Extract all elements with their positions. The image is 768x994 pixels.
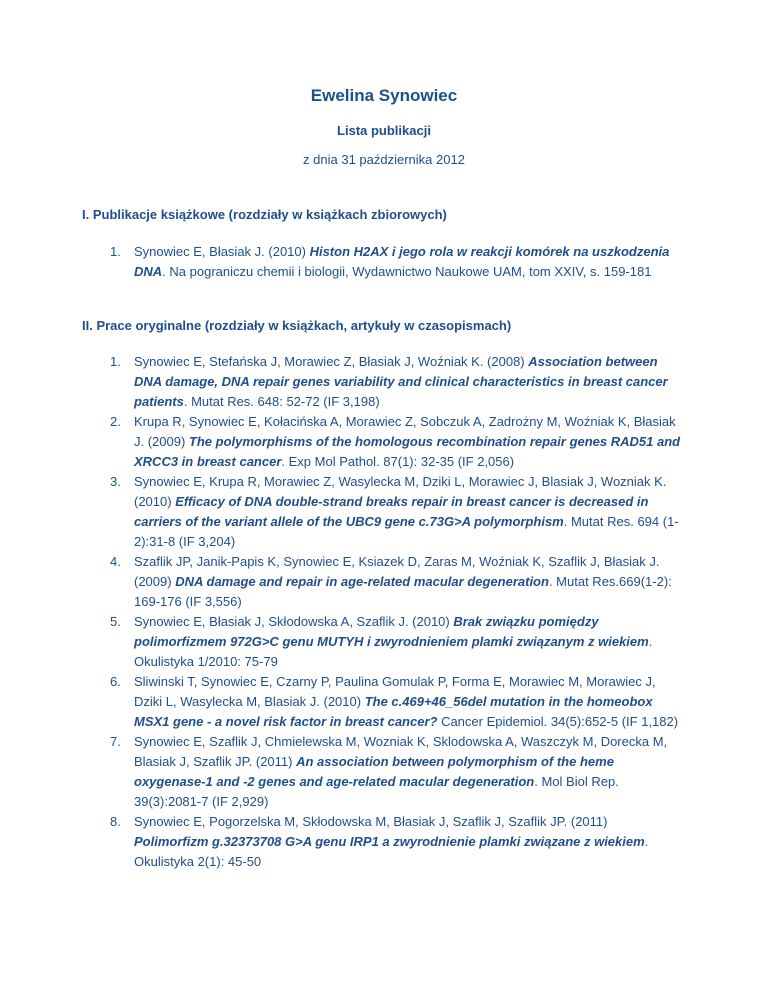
item-authors: Synowiec E, Pogorzelska M, Skłodowska M, Błasiak J, Szaflik J, Szaflik JP. (2011) <box>134 814 608 829</box>
publication-item <box>82 812 682 872</box>
publication-item <box>82 612 682 672</box>
publication-list-books <box>82 242 682 282</box>
item-title: Association between DNA damage, DNA repair genes variability and clinical characteristics in breast cancer patients <box>134 354 668 409</box>
item-source: . Mutat Res.669(1-2): 169-176 (IF 3,556) <box>134 574 672 609</box>
item-source: . Mol Biol Rep. 39(3):2081-7 (IF 2,929) <box>134 774 619 809</box>
item-title: Histon H2AX i jego rola w reakcji komórek na uszkodzenia DNA <box>134 244 670 279</box>
item-source: . Mutat Res. 648: 52-72 (IF 3,198) <box>183 394 380 409</box>
item-authors: Synowiec E, Szaflik J, Chmielewska M, Wozniak K, Sklodowska A, Waszczyk M, Dorecka M, Blasiak J, Szaflik JP. (2011) <box>134 734 668 769</box>
publication-item <box>82 732 682 812</box>
item-source: . Exp Mol Pathol. 87(1): 32-35 (IF 2,056) <box>281 454 515 469</box>
item-number: 5. <box>110 614 121 629</box>
section-heading-books: I. Publikacje książkowe (rozdziały w książkach zbiorowych) <box>82 207 447 222</box>
item-source: . Mutat Res. 694 (1-2):31-8 (IF 3,204) <box>134 514 679 549</box>
publication-item <box>82 352 682 412</box>
item-number: 1. <box>110 354 121 369</box>
section-heading-papers: II. Prace oryginalne (rozdziały w książkach, artykuły w czasopismach) <box>82 318 512 333</box>
item-number: 3. <box>110 474 121 489</box>
item-number: 2. <box>110 414 121 429</box>
item-source: . Okulistyka 2(1): 45-50 <box>134 834 649 869</box>
item-authors: Synowiec E, Stefańska J, Morawiec Z, Błasiak J, Woźniak K. (2008) <box>134 354 529 369</box>
item-authors: Synowiec E, Błasiak J. (2010) <box>134 244 310 259</box>
publication-list-papers <box>82 352 682 872</box>
item-authors: Synowiec E, Krupa R, Morawiec Z, Wasylecka M, Dziki L, Morawiec J, Blasiak J, Wozniak K. (2010) <box>134 474 667 509</box>
item-authors: Krupa R, Synowiec E, Kołacińska A, Morawiec Z, Sobczuk A, Zadrożny M, Woźniak K, Błasiak J. (2009) <box>134 414 676 449</box>
item-number: 4. <box>110 554 121 569</box>
item-title: Brak związku pomiędzy polimorfizmem 972G>C genu MUTYH i zwyrodnieniem plamki związanym z wiekiem <box>134 614 649 649</box>
publication-item <box>82 242 682 282</box>
document-date: z dnia 31 października 2012 <box>303 152 465 167</box>
item-authors: Sliwinski T, Synowiec E, Czarny P, Paulina Gomulak P, Forma E, Morawiec M, Morawiec J, Dziki L, Wasylecka M, Blasiak J. (2010) <box>134 674 656 709</box>
publication-item <box>82 472 682 552</box>
author-name: Ewelina Synowiec <box>310 86 458 105</box>
item-number: 6. <box>110 674 121 689</box>
item-title: The polymorphisms of the homologous recombination repair genes RAD51 and XRCC3 in breast cancer <box>134 434 681 469</box>
publication-item <box>82 552 682 612</box>
item-source: . Na pograniczu chemii i biologii, Wydawnictwo Naukowe UAM, tom XXIV, s. 159-181 <box>162 264 652 279</box>
item-number: 7. <box>110 734 121 749</box>
document-subtitle: Lista publikacji <box>337 123 431 138</box>
item-source: Cancer Epidemiol. 34(5):652-5 (IF 1,182) <box>437 714 679 729</box>
item-title: Efficacy of DNA double-strand breaks repair in breast cancer is decreased in carriers of the variant allele of the UBC9 gene c.73G>A polymorphism <box>134 494 649 529</box>
item-title: The c.469+46_56del mutation in the homeobox MSX1 gene - a novel risk factor in breast cancer? <box>134 694 653 729</box>
item-title: Polimorfizm g.32373708 G>A genu IRP1 a zwyrodnienie plamki związane z wiekiem <box>134 834 645 849</box>
item-number: 8. <box>110 814 121 829</box>
item-title: An association between polymorphism of the heme oxygenase-1 and -2 genes and age-related macular degeneration <box>134 754 614 789</box>
item-number: 1. <box>110 244 121 259</box>
publication-item <box>82 672 682 732</box>
publication-item <box>82 412 682 472</box>
item-title: DNA damage and repair in age-related macular degeneration <box>175 574 549 589</box>
item-authors: Synowiec E, Błasiak J, Skłodowska A, Szaflik J. (2010) <box>134 614 454 629</box>
item-authors: Szaflik JP, Janik-Papis K, Synowiec E, Ksiazek D, Zaras M, Woźniak K, Szaflik J, Błasiak J. (2009) <box>134 554 660 589</box>
item-source: . Okulistyka 1/2010: 75-79 <box>134 634 653 669</box>
